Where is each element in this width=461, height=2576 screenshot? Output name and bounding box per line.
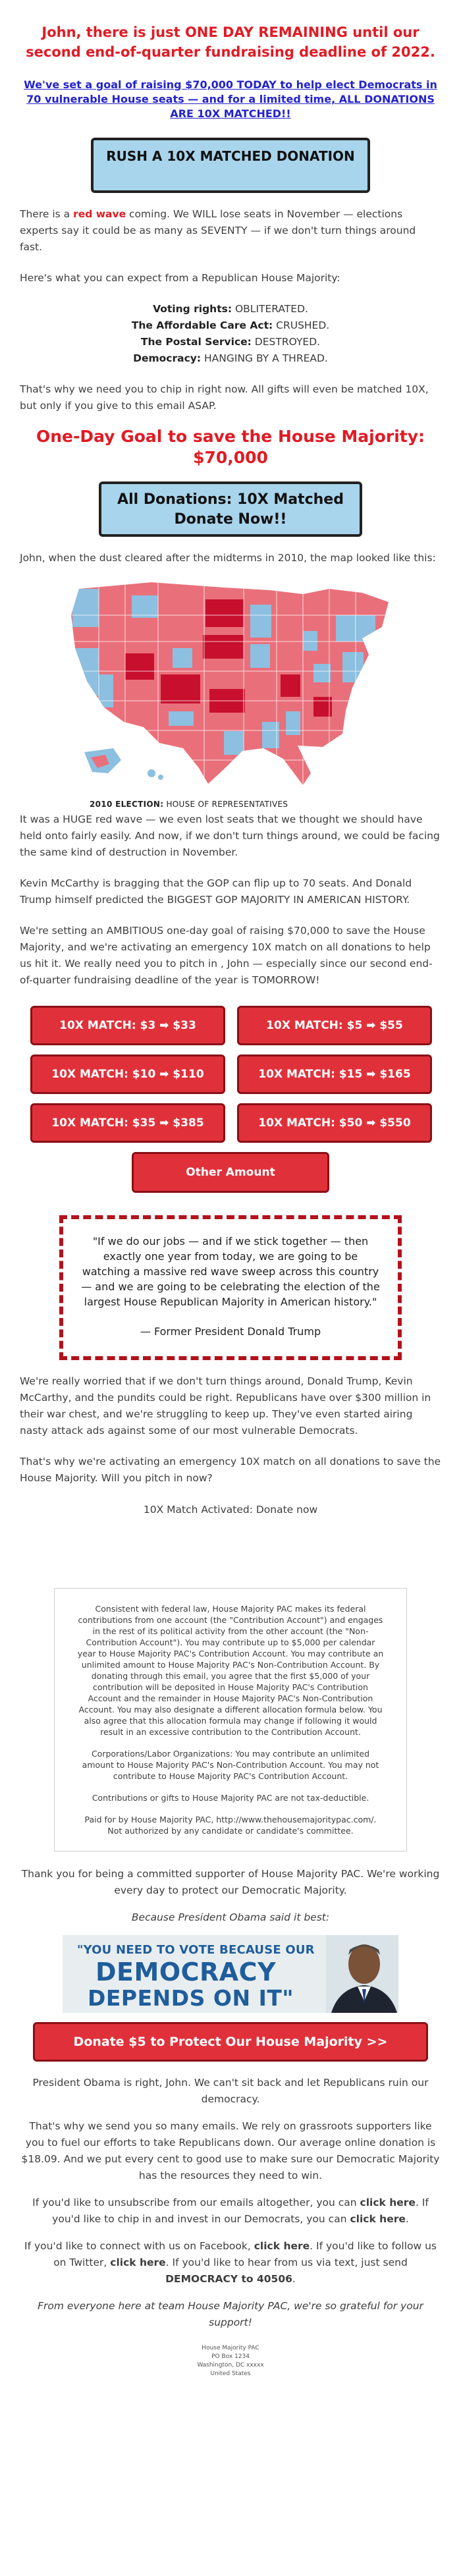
district-d (303, 631, 317, 651)
quote-text: "If we do our jobs — and if we stick together — then exactly one year from today, we are going to be watching a massive red wave sweep across this country — and we are going to be celebrating the election of the largest House Republican Majority in American history." (81, 1235, 380, 1308)
consequence-value: OBLITERATED. (234, 303, 308, 315)
donate-5-button[interactable]: Donate $5 to Protect Our House Majority >> (33, 2022, 428, 2062)
district-d (72, 648, 99, 696)
social-text-c: . If you'd like to hear from us via text, just send (165, 2257, 408, 2268)
emergency-match-paragraph: That's why we're activating an emergency 10X match on all donations to save the House Majority. Will you pitch in now? (20, 1456, 441, 1484)
headline-part2: until our second end-of-quarter fundraising deadline of 2022. (26, 24, 435, 60)
closing-grateful: From everyone here at team House Majority PAC, we're so grateful for your support! (38, 2300, 423, 2328)
disclaimer-accounts: Consistent with federal law, House Majority PAC makes its federal contributions from one account (the "Contribution Account") and engages in the rest of its political activity from the other account (the "Non-Contribution Account"). You may contribute up to $5,000 per calendar year to House Majority PAC's Contribution Account. You may contribute an unlimited amount to House Majority PAC's Non-Contribution Account. By donating through this email, you agree that the first $5,000 of your contribution will be deposited in House Majority PAC's Contribution Account and the remainder in House Majority PAC's Non-Contribution Account. You may also designate a different allocation formula below. You also agree that this allocation formula may change if following it would result in an excessive contribution to the Contribution Account. (77, 1604, 384, 1737)
consequence-item (20, 317, 441, 334)
headline-part1: John, there is just (41, 24, 185, 40)
closing-emails: That's why we send you so many emails. We rely on grassroots supporters like you to fuel our efforts to take Republicans down. Our average online donation is $18.09. And we put every cent to good use to make sure our Democratic Majority has the resources they need to win. (21, 2120, 440, 2181)
consequence-item (20, 334, 441, 350)
consequence-label: Democracy: (133, 352, 202, 364)
us-map-svg (53, 576, 408, 793)
district-d (250, 644, 270, 668)
footer-address (20, 2344, 441, 2378)
footer-org: House Majority PAC (202, 2345, 259, 2351)
mccarthy-paragraph: Kevin McCarthy is bragging that the GOP can flip up to 70 seats. And Donald Trump himself predicted the BIGGEST GOP MAJORITY IN AMERICAN HISTORY. (20, 877, 412, 906)
consequence-value: HANGING BY A THREAD. (204, 352, 328, 364)
district-d (313, 664, 331, 682)
district-d (169, 711, 194, 726)
consequence-value: DESTROYED. (254, 336, 321, 348)
disclaimer-corporations: Corporations/Labor Organizations: You may contribute an unlimited amount to House Majority PAC's Non-Contribution Account. You may not contribute to House Majority PAC's Contribution Account. (82, 1749, 379, 1781)
intro-paragraph (20, 206, 441, 256)
intro-text-a: There is a (20, 208, 74, 220)
chip-in-paragraph: That's why we need you to chip in right now. All gifts will even be matched 10X, but only if you give to this email ASAP. (20, 383, 429, 412)
rush-donation-button[interactable]: RUSH A 10X MATCHED DONATION (91, 138, 370, 193)
district-d (342, 652, 364, 682)
map-caption-bold: 2010 ELECTION: (90, 800, 164, 809)
thanks-paragraph: Thank you for being a committed supporter of House Majority PAC. We're working every day to protect our Democratic Majority. (21, 1868, 440, 1896)
headline (20, 0, 441, 62)
consequence-label: The Postal Service: (140, 336, 252, 348)
goal-link[interactable]: We've set a goal of raising $70,000 TODAY to help elect Democrats in 70 vulnerable House seats — and for a limited time, ALL DONATIONS ARE 10X MATCHED!! (24, 78, 437, 120)
ambitious-goal-paragraph: We're setting an AMBITIOUS one-day goal of raising $70,000 to save the House Majority, and we're activating an emergency 10X match on all donations to help us hit it. We really need you to pitch in , John — especially since our second end-of-quarter fundraising deadline of the year is TOMORROW! (20, 925, 433, 986)
worried-paragraph: We're really worried that if we don't turn things around, Donald Trump, Kevin McCarthy, and the pundits could be right. Republicans have over $300 million in their war chest, and we're struggling to keep up. They've even started airing nasty attack ads against some of our most vulnerable Democrats. (20, 1375, 431, 1437)
district-d (99, 674, 113, 707)
footer-addr2: Washington, DC xxxxx (197, 2362, 264, 2369)
obama-intro: Because President Obama said it best: (131, 1911, 330, 1923)
email-body (20, 0, 441, 2378)
district-r-dark (125, 653, 154, 680)
consequence-label: The Affordable Care Act: (131, 319, 273, 331)
consequence-item (20, 301, 441, 317)
unsubscribe-text-a: If you'd like to unsubscribe from our emails altogether, you can (32, 2197, 360, 2208)
footer-addr1: PO Box 1234 (211, 2353, 250, 2360)
social-text-a: If you'd like to connect with us on Facebook, (24, 2240, 254, 2252)
obama-portrait-image (326, 1935, 398, 2013)
hawaii-shape (158, 775, 163, 780)
legal-disclaimer (54, 1588, 407, 1851)
closing-obama-right: President Obama is right, John. We can't sit back and let Republicans ruin our democracy. (32, 2077, 429, 2105)
match-button-50[interactable]: 10X MATCH: $50 ➡ $550 (237, 1103, 432, 1143)
district-r-dark (161, 674, 200, 703)
district-d (250, 605, 271, 638)
red-wave-paragraph: It was a HUGE red wave — we even lost seats that we thought we should have held onto fairly easily. And now, if we don't turn things around, we could be facing the same kind of destruction in November. (20, 813, 440, 858)
all-donations-button[interactable]: All Donations: 10X Matched Donate Now!! (99, 481, 362, 537)
election-map[interactable] (53, 576, 408, 809)
red-wave-text: red wave (73, 208, 126, 220)
footer-country: United States (210, 2370, 251, 2377)
match-button-10[interactable]: 10X MATCH: $10 ➡ $110 (30, 1055, 225, 1094)
obama-quote-banner[interactable] (63, 1935, 398, 2013)
unsubscribe-link[interactable]: click here (360, 2197, 416, 2208)
match-button-5[interactable]: 10X MATCH: $5 ➡ $55 (237, 1006, 432, 1045)
twitter-link[interactable]: click here (110, 2257, 166, 2268)
district-d (72, 589, 99, 627)
match-button-grid (30, 1006, 441, 1143)
district-d (173, 648, 192, 668)
district-r-dark (203, 635, 244, 659)
consequence-label: Voting rights: (153, 303, 232, 315)
goal-heading: One-Day Goal to save the House Majority: $70,000 (36, 427, 425, 467)
disclaimer-tax: Contributions or gifts to House Majority PAC are not tax-deductible. (92, 1793, 369, 1803)
trump-quote-box (59, 1215, 402, 1360)
district-d (286, 711, 300, 735)
expect-paragraph: Here's what you can expect from a Republican House Majority: (20, 272, 340, 284)
other-amount-button[interactable]: Other Amount (132, 1152, 329, 1193)
consequence-list (20, 301, 441, 367)
intro-text-b: coming. We WILL lose seats in November — elections experts say it could be as many as SEVENTY — if we don't turn things around fast. (20, 208, 416, 253)
donate-now-link[interactable]: 10X Match Activated: Donate now (143, 1504, 318, 1516)
match-button-3[interactable]: 10X MATCH: $3 ➡ $33 (30, 1006, 225, 1045)
headline-emphasis: ONE DAY REMAINING (184, 24, 348, 40)
text-code: DEMOCRACY to 40506 (165, 2273, 292, 2285)
map-caption (90, 800, 408, 809)
social-text-b: . If you'd like to follow us on Twitter, (53, 2240, 437, 2268)
match-button-35[interactable]: 10X MATCH: $35 ➡ $385 (30, 1103, 225, 1143)
disclaimer-paid-for: Paid for by House Majority PAC, http://www.thehousemajoritypac.com/. Not authorized by any candidate or candidate's committee. (84, 1815, 377, 1836)
district-r-dark (281, 674, 300, 697)
map-intro-paragraph: John, when the dust cleared after the midterms in 2010, the map looked like this: (20, 552, 436, 564)
banner-line1: "YOU NEED TO VOTE BECAUSE OUR (77, 1943, 315, 1957)
map-caption-rest: HOUSE OF REPRESENTATIVES (163, 800, 288, 809)
match-button-15[interactable]: 10X MATCH: $15 ➡ $165 (237, 1055, 432, 1094)
consequence-item (20, 350, 441, 367)
banner-line3: DEPENDS ON IT" (88, 1985, 294, 2011)
closing-social (20, 2238, 441, 2288)
banner-line2: DEMOCRACY (95, 1958, 277, 1987)
facebook-link[interactable]: click here (254, 2240, 310, 2252)
district-d (132, 595, 158, 618)
hawaii-shape (148, 769, 155, 777)
unsubscribe-text-c: . (405, 2213, 409, 2225)
district-d (224, 731, 244, 755)
social-text-d: . (292, 2273, 296, 2285)
unsubscribe-text-b: . If you'd like to chip in and invest in our Democrats, you can (52, 2197, 429, 2225)
closing-unsubscribe (20, 2195, 441, 2228)
quote-attribution: — Former President Donald Trump (140, 1325, 321, 1338)
chip-in-link[interactable]: click here (350, 2213, 406, 2225)
district-r-dark (205, 599, 244, 627)
consequence-value: CRUSHED. (276, 319, 330, 331)
